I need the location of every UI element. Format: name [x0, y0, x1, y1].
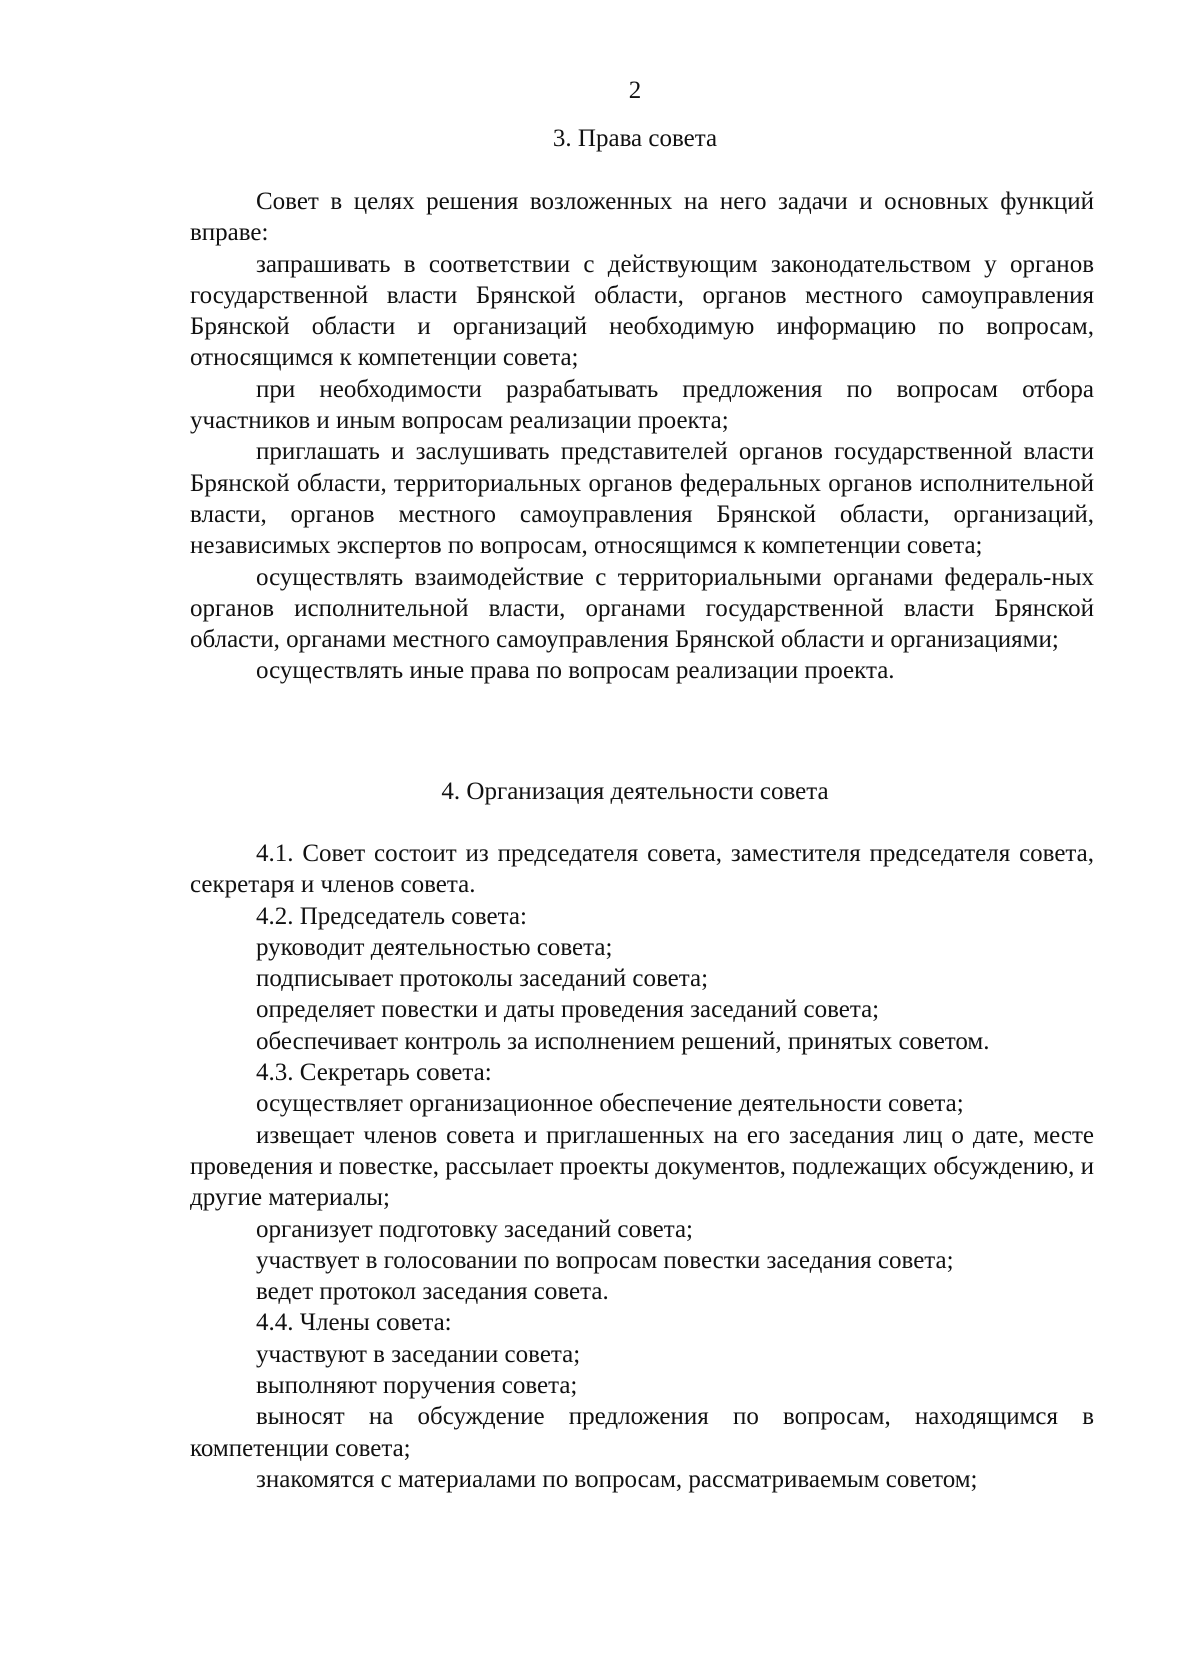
paragraph: Совет в целях решения возложенных на него задачи и основных функций вправе:	[190, 188, 1094, 247]
paragraph: осуществляет организационное обеспечение деятельности совета;	[256, 1090, 964, 1118]
paragraph: 4.4. Члены совета:	[256, 1309, 452, 1337]
page-number: 2	[628, 77, 642, 104]
paragraph: обеспечивает контроль за исполнением решений, принятых советом.	[256, 1027, 990, 1055]
paragraph: участвуют в заседании совета;	[256, 1340, 581, 1368]
paragraph: организует подготовку заседаний совета;	[256, 1215, 693, 1243]
section-3-title: 3. Права совета	[552, 125, 718, 152]
paragraph: знакомятся с материалами по вопросам, рассматриваемым советом;	[256, 1465, 978, 1493]
paragraph: осуществлять иные права по вопросам реализации проекта.	[256, 657, 895, 685]
section-4-body	[190, 838, 1094, 1495]
paragraph: 4.2. Председатель совета:	[256, 902, 527, 930]
paragraph: ведет протокол заседания совета.	[256, 1278, 609, 1306]
paragraph: приглашать и заслушивать представителей органов государственной власти Брянской области, территориальных органов федеральных органов исполнительной власти, органов местного самоуправления Брянской области, организаций, независимых экспертов по вопросам, относящимся к компетенции совета;	[190, 438, 1094, 560]
paragraph: осуществлять взаимодействие с территориальными органами федераль-ных органов исполнительной власти, органами государственной власти Брянской области, органами местного самоуправления Брянской области и организациями;	[190, 563, 1094, 654]
paragraph: руководит деятельностью совета;	[256, 933, 613, 961]
paragraph: определяет повестки и даты проведения заседаний совета;	[256, 996, 880, 1024]
section-4-title: 4. Организация деятельности совета	[441, 778, 829, 805]
paragraph: запрашивать в соответствии с действующим законодательством у органов государственной власти Брянской области, органов местного самоуправления Брянской области и организаций необходимую информацию по вопросам, относящимся к компетенции совета;	[190, 250, 1094, 372]
paragraph: при необходимости разрабатывать предложения по вопросам отбора участников и иным вопросам реализации проекта;	[190, 375, 1094, 435]
paragraph: выполняют поручения совета;	[256, 1372, 578, 1400]
paragraph: подписывает протоколы заседаний совета;	[256, 965, 709, 993]
section-3-body	[190, 186, 1094, 687]
paragraph: 4.1. Совет состоит из председателя совета, заместителя председателя совета, секретаря и членов совета.	[190, 840, 1094, 899]
paragraph: 4.3. Секретарь совета:	[256, 1059, 492, 1087]
paragraph: извещает членов совета и приглашенных на его заседания лиц о дате, месте проведения и повестке, рассылает проекты документов, подлежащих обсуждению, и другие материалы;	[190, 1121, 1094, 1212]
paragraph: участвует в голосовании по вопросам повестки заседания совета;	[256, 1246, 954, 1274]
paragraph: выносят на обсуждение предложения по вопросам, находящимся в компетенции совета;	[190, 1403, 1094, 1462]
